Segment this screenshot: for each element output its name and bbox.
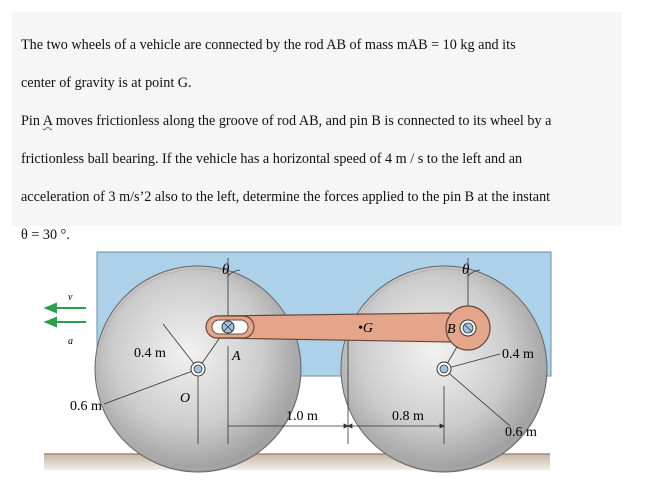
label-point-b: B [447, 322, 456, 337]
label-dist-2: 0.8 m [392, 409, 424, 424]
velocity-arrow [46, 304, 86, 312]
label-theta-right: θ [462, 262, 470, 278]
label-r-right-wheel: 0.6 m [505, 425, 537, 440]
problem-line-1: The two wheels of a vehicle are connected by the rod AB of mass mAB = 10 kg and its [21, 37, 516, 53]
pin-b [460, 320, 476, 336]
label-r-right-pin: 0.4 m [502, 347, 534, 362]
label-theta-left: θ [222, 262, 230, 278]
label-point-g: •G [358, 321, 374, 336]
label-dist-1: 1.0 m [286, 409, 318, 424]
axle-o [191, 362, 205, 376]
label-r-left-wheel: 0.6 m [70, 399, 102, 414]
label-point-a: A [232, 349, 241, 364]
problem-line-3-prefix: Pin [21, 113, 43, 129]
pin-a [222, 321, 234, 333]
label-r-left-pin: 0.4 m [134, 346, 166, 361]
axle-right [437, 362, 451, 376]
problem-line-5: acceleration of 3 m/s’2 also to the left, determine the forces applied to the pin B at the instant [21, 189, 551, 205]
problem-line-6: θ = 30 °. [21, 227, 70, 243]
vehicle-diagram [0, 236, 649, 499]
problem-line-3-rest: moves frictionless along the groove of rod AB, and pin B is connected to its wheel by a [52, 113, 552, 129]
label-v: v [68, 292, 73, 303]
problem-line-3 [21, 102, 614, 140]
acceleration-arrow [46, 318, 86, 326]
problem-statement [12, 12, 622, 243]
problem-line-4: frictionless ball bearing. If the vehicle has a horizontal speed of 4 m / s to the left and an [21, 151, 523, 167]
label-point-o: O [180, 391, 191, 406]
pin-a-mention: A [42, 113, 53, 129]
label-a: a [68, 336, 73, 347]
problem-line-2: center of gravity is at point G. [21, 75, 192, 91]
